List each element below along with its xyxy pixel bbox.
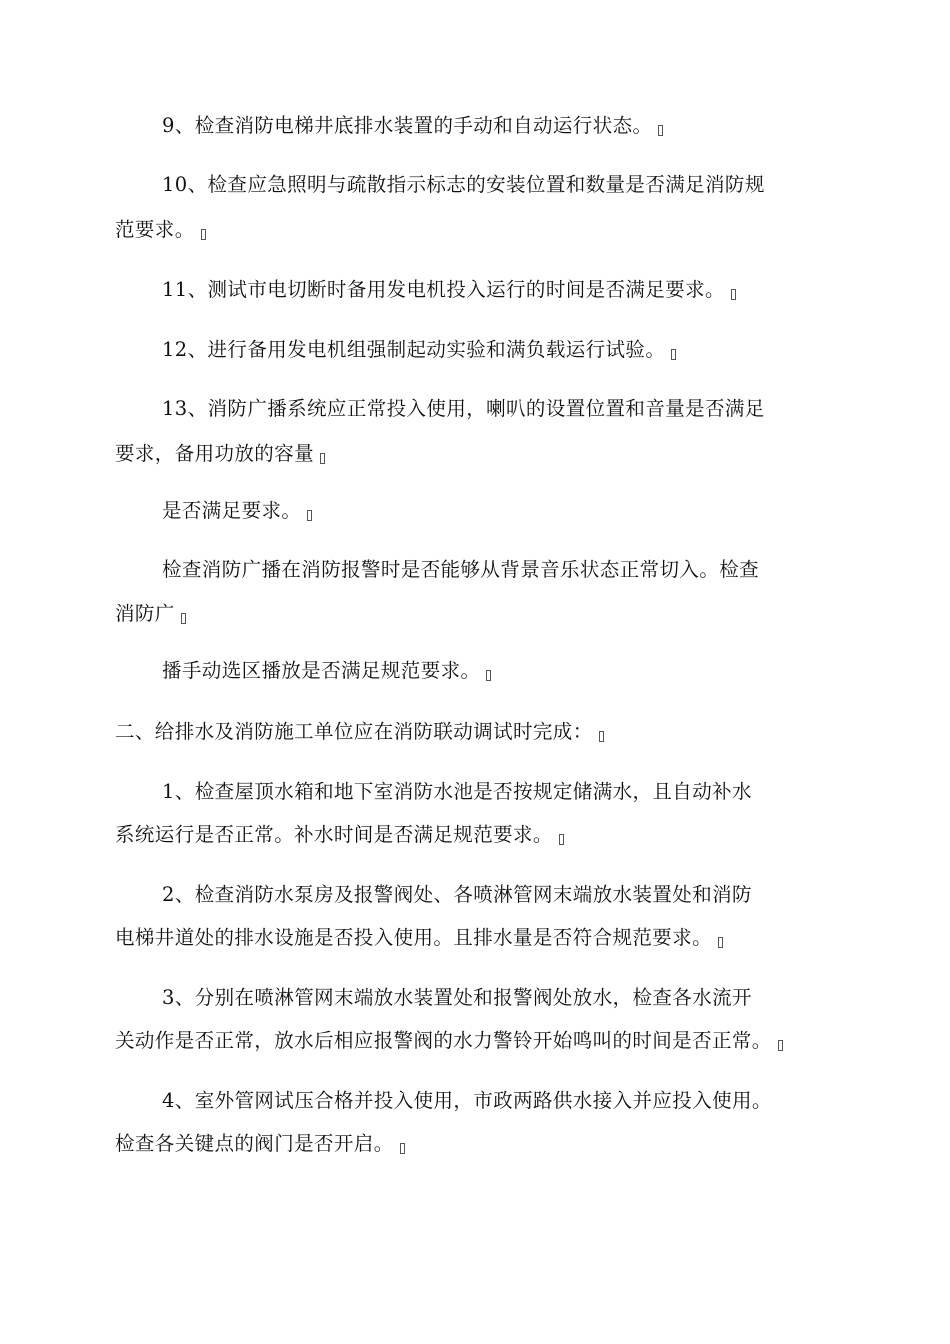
paragraph-mark bbox=[307, 510, 312, 521]
paragraph-mark bbox=[559, 834, 564, 845]
paragraph-line: 范要求。 bbox=[115, 217, 206, 243]
paragraph-mark bbox=[400, 1143, 405, 1154]
paragraph-mark bbox=[731, 289, 736, 300]
paragraph-line: 系统运行是否正常。补水时间是否满足规范要求。 bbox=[115, 822, 564, 848]
paragraph-line: 检查消防广播在消防报警时是否能够从背景音乐状态正常切入。检查 bbox=[162, 558, 760, 581]
paragraph-line: 2、检查消防水泵房及报警阀处、各喷淋管网末端放水装置处和消防 bbox=[162, 883, 752, 906]
paragraph-line: 13、消防广播系统应正常投入使用，喇叭的设置位置和音量是否满足 bbox=[162, 397, 765, 420]
paragraph-line: 4、室外管网试压合格并投入使用，市政两路供水接入并应投入使用。 bbox=[162, 1089, 772, 1112]
paragraph-line: 3、分别在喷淋管网末端放水装置处和报警阀处放水，检查各水流开 bbox=[162, 986, 752, 1009]
paragraph-mark bbox=[599, 731, 604, 742]
paragraph-line: 11、测试市电切断时备用发电机投入运行的时间是否满足要求。 bbox=[162, 277, 736, 303]
paragraph-line: 关动作是否正常，放水后相应报警阀的水力警铃开始鸣叫的时间是否正常。 bbox=[115, 1028, 783, 1054]
paragraph-line: 9、检查消防电梯井底排水装置的手动和自动运行状态。 bbox=[162, 113, 663, 139]
paragraph-mark bbox=[671, 349, 676, 360]
paragraph-mark bbox=[181, 613, 186, 624]
paragraph-mark bbox=[658, 125, 663, 136]
paragraph-line: 12、进行备用发电机组强制起动实验和满负载运行试验。 bbox=[162, 337, 676, 363]
paragraph-line: 电梯井道处的排水设施是否投入使用。且排水量是否符合规范要求。 bbox=[115, 925, 723, 951]
paragraph-line: 消防广 bbox=[115, 601, 186, 627]
paragraph-mark bbox=[778, 1040, 783, 1051]
paragraph-line: 是否满足要求。 bbox=[162, 498, 312, 524]
paragraph-mark bbox=[320, 453, 325, 464]
paragraph-mark bbox=[718, 937, 723, 948]
paragraph-line: 播手动选区播放是否满足规范要求。 bbox=[162, 658, 491, 684]
paragraph-mark bbox=[201, 229, 206, 240]
paragraph-line: 要求，备用功放的容量 bbox=[115, 441, 325, 467]
paragraph-line: 1、检查屋顶水箱和地下室消防水池是否按规定储满水，且自动补水 bbox=[162, 780, 752, 803]
paragraph-mark bbox=[486, 670, 491, 681]
paragraph-line: 检查各关键点的阀门是否开启。 bbox=[115, 1131, 405, 1157]
section-heading: 二、给排水及消防施工单位应在消防联动调试时完成： bbox=[115, 719, 604, 745]
paragraph-line: 10、检查应急照明与疏散指示标志的安装位置和数量是否满足消防规 bbox=[162, 173, 765, 196]
